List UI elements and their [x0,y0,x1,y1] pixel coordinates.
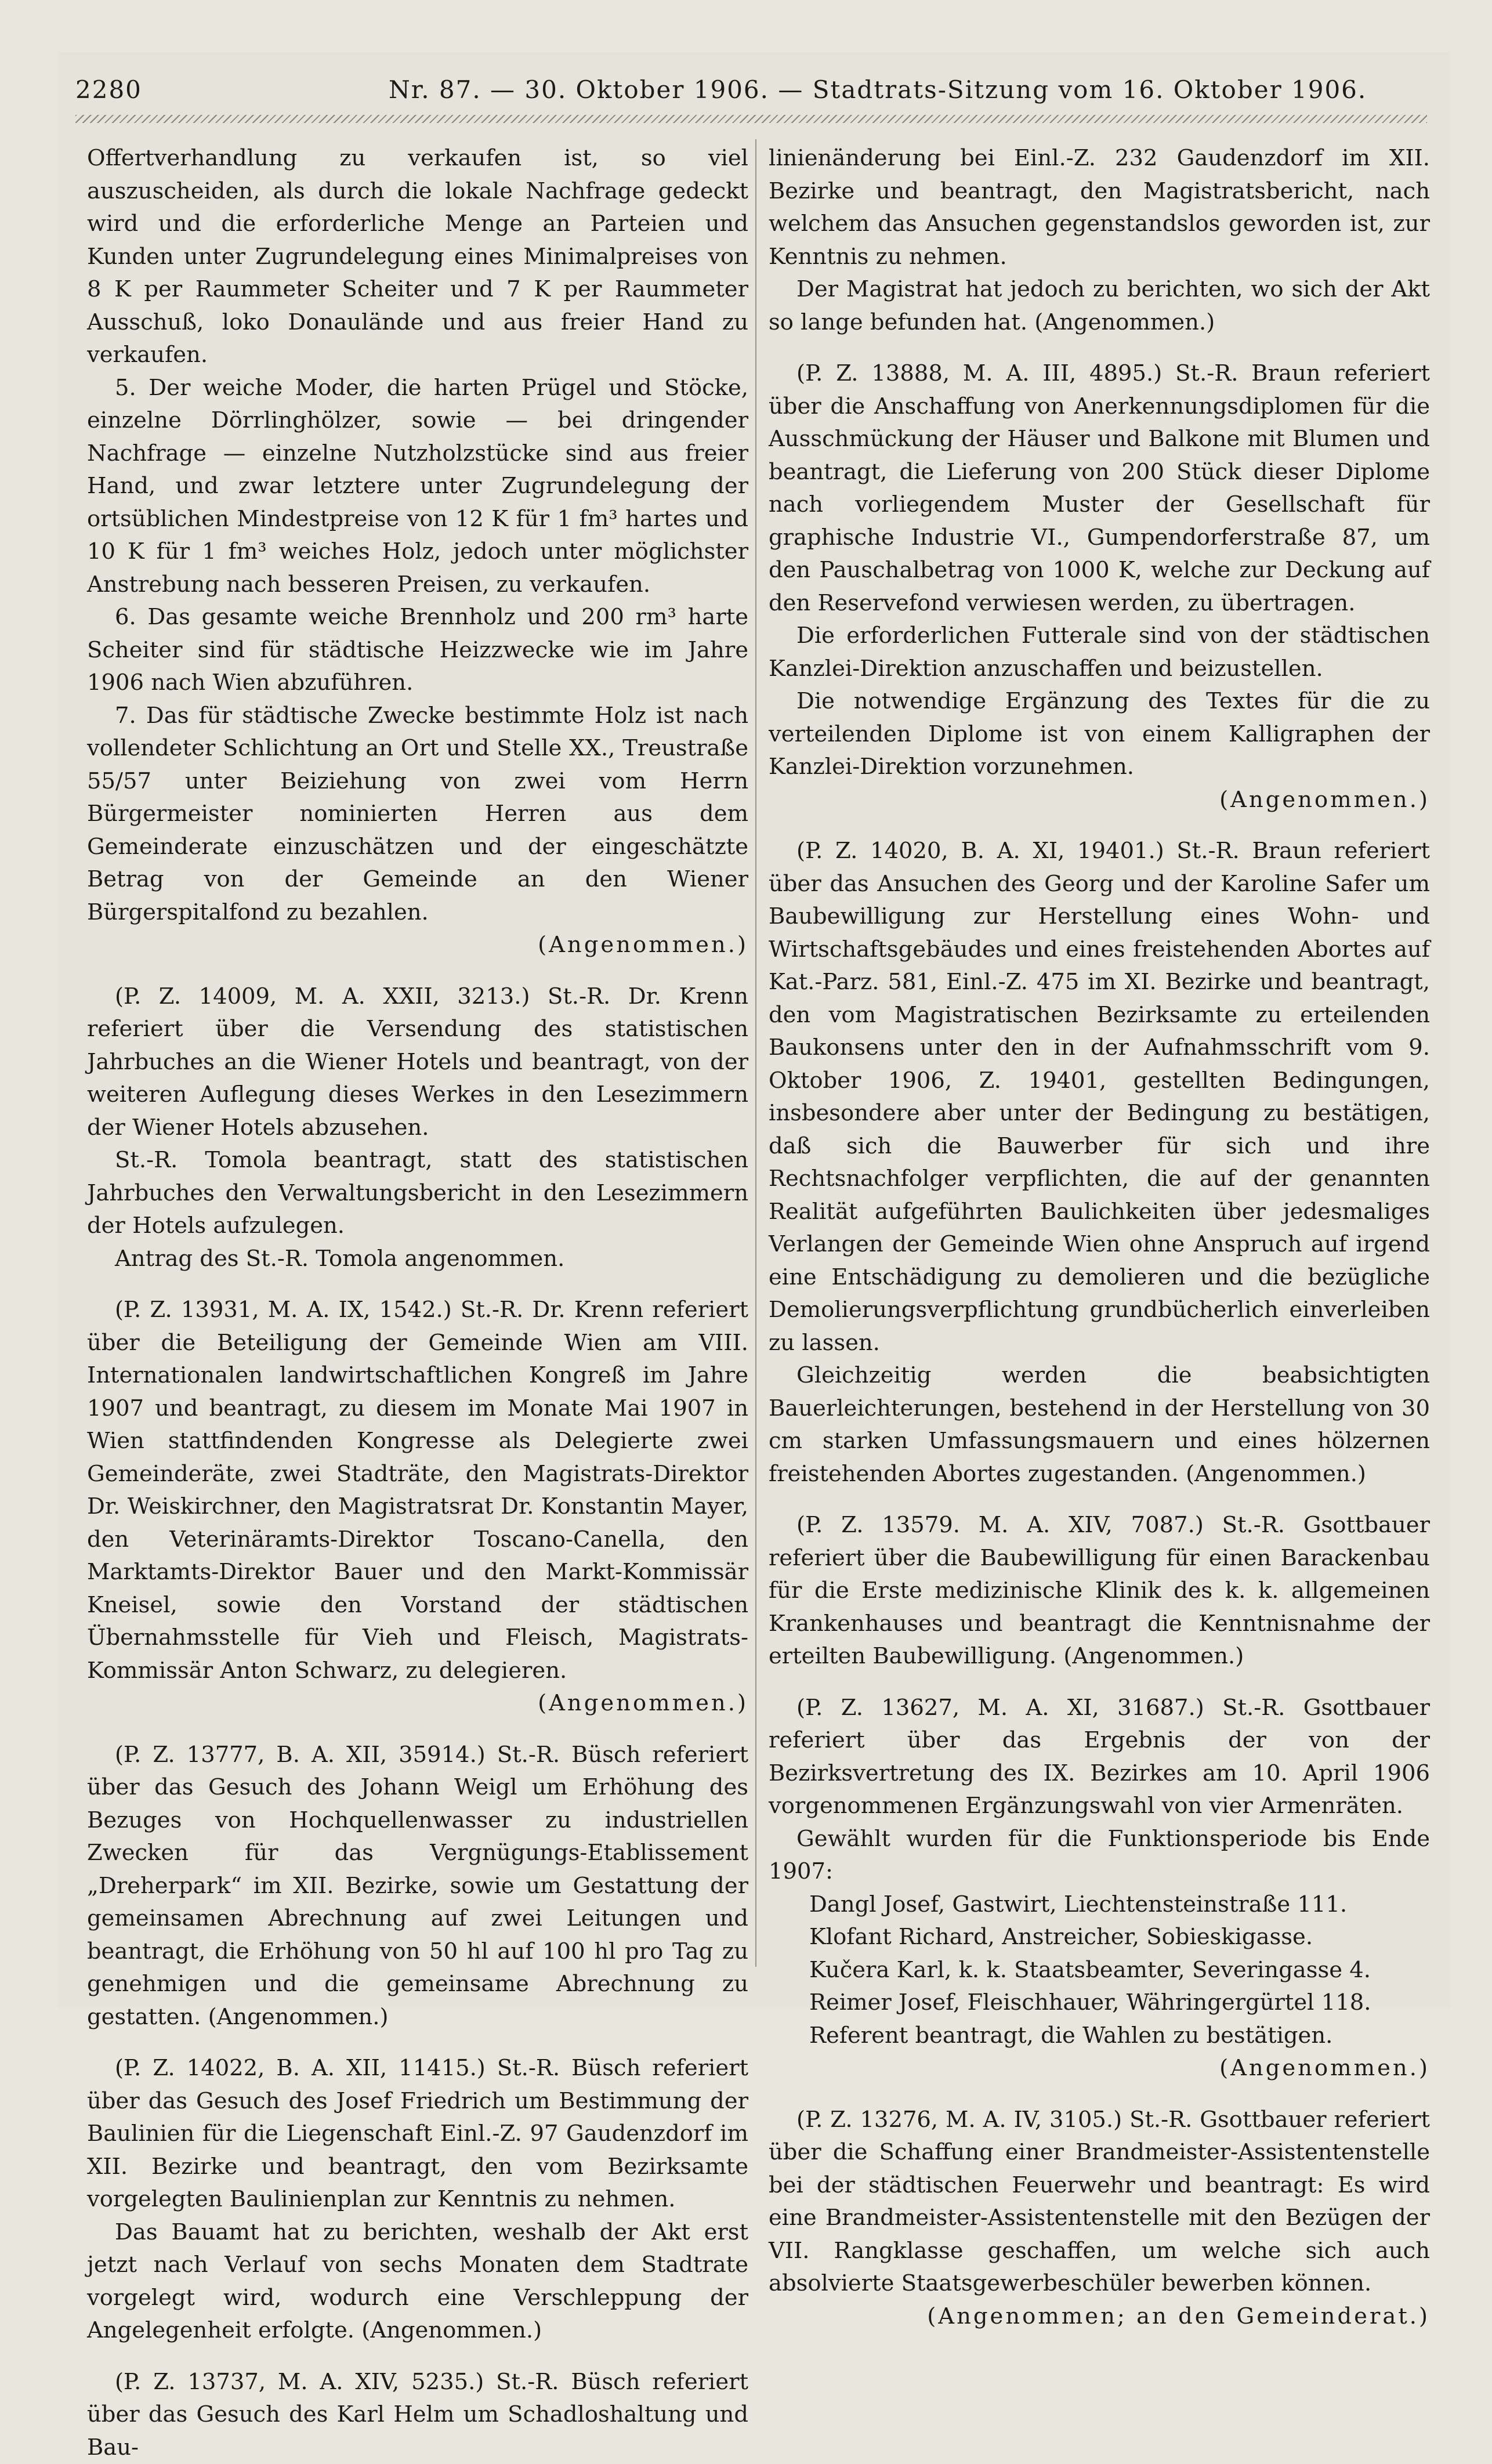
paragraph: (P. Z. 13276, M. A. IV, 3105.) St.-R. Gsottbauer referiert über die Schaffung einer Brandmeister-Assistentenstelle bei der städtischen Feuerwehr und beantragt: Es wird eine Brandmeister-Assistentenstelle mit den Bezügen der VII. Rangklasse geschaffen, um welche sich auch absolvierte Staatsgewerbeschüler bewerben können. [769,2104,1430,2300]
resolution-note: (Angenommen.) [769,2052,1430,2085]
paragraph: Gewählt wurden für die Funktionsperiode bis Ende 1907: [769,1823,1430,1888]
column-divider [755,139,756,1967]
paragraph: Gleichzeitig werden die beabsichtigten Bauerleichterungen, bestehend in der Herstellung von 30 cm starken Umfassungsmauern und eines hölzernen freistehenden Abortes zugestanden. (Angenommen.) [769,1359,1430,1490]
running-title: Nr. 87. — 30. Oktober 1906. — Stadtrats-Sitzung vom 16. Oktober 1906. [389,75,1367,104]
paragraph: (P. Z. 14022, B. A. XII, 11415.) St.-R. Büsch referiert über das Gesuch des Josef Friedrich um Bestimmung der Baulinien für die Liegenschaft Einl.-Z. 97 Gaudenzdorf im XII. Bezirke und beantragt, den vom Bezirksamte vorgelegten Baulinienplan zur Kenntnis zu nehmen. [87,2052,748,2216]
paragraph: (P. Z. 14020, B. A. XI, 19401.) St.-R. Braun referiert über das Ansuchen des Georg und der Karoline Safer um Baubewilligung zur Herstellung eines Wohn- und Wirtschaftsgebäudes und eines freistehenden Abortes auf Kat.-Parz. 581, Einl.-Z. 475 im XI. Bezirke und beantragt, den vom Magistratischen Bezirksamte zu erteilenden Baukonsens unter den in der Aufnahmsschrift vom 9. Oktober 1906, Z. 19401, gestellten Bedingungen, insbesondere aber unter der Bedingung zu bestätigen, daß sich die Bauwerber für sich und ihre Rechtsnachfolger verpflichten, die auf der genannten Realität aufgeführten Baulichkeiten über jedesmaliges Verlangen der Gemeinde Wien ohne Anspruch auf irgend eine Entschädigung zu demolieren und die bezügliche Demolierungsverpflichtung grundbücherlich einverleiben zu lassen. [769,835,1430,1359]
paragraph-gap [769,1673,1430,1692]
list-item: Reimer Josef, Fleischhauer, Währingergürtel 118. [809,1987,1430,2020]
right-column [769,142,1430,2333]
paragraph-gap [87,1720,748,1739]
paragraph: Offertverhandlung zu verkaufen ist, so viel auszuscheiden, als durch die lokale Nachfrage gedeckt wird und die erforderliche Menge an Parteien und Kunden unter Zugrundelegung eines Minimalpreises von 8 K per Raummeter Scheiter und 7 K per Raummeter Ausschuß, loko Donaulände und aus freier Hand zu verkaufen. [87,142,748,372]
paragraph: (P. Z. 13931, M. A. IX, 1542.) St.-R. Dr. Krenn referiert über die Beteiligung der Gemeinde Wien am VIII. Internationalen landwirtschaftlichen Kongreß im Jahre 1907 und beantragt, zu diesem im Monate Mai 1907 in Wien stattfindenden Kongresse als Delegierte zwei Gemeinderäte, zwei Stadträte, den Magistrats-Direktor Dr. Weiskirchner, den Magistratsrat Dr. Konstantin Mayer, den Veterinäramts-Direktor Toscano-Canella, den Marktamts-Direktor Bauer und den Markt-Kommissär Kneisel, sowie den Vorstand der städtischen Übernahmsstelle für Vieh und Fleisch, Magistrats-Kommissär Anton Schwarz, zu delegieren. [87,1294,748,1687]
paragraph: linienänderung bei Einl.-Z. 232 Gaudenzdorf im XII. Bezirke und beantragt, den Magistratsbericht, nach welchem das Ansuchen gegenstandslos geworden ist, zur Kenntnis zu nehmen. [769,142,1430,273]
paragraph: Das Bauamt hat zu berichten, weshalb der Akt erst jetzt nach Verlauf von sechs Monaten dem Stadtrate vorgelegt wird, wodurch eine Verschleppung der Angelegenheit erfolgte. (Angenommen.) [87,2216,748,2347]
paragraph-gap [87,2347,748,2366]
paragraph: Die erforderlichen Futterale sind von der städtischen Kanzlei-Direktion anzuschaffen und beizustellen. [769,620,1430,685]
list-item: Kučera Karl, k. k. Staatsbeamter, Severingasse 4. [809,1954,1430,1987]
resolution-note: (Angenommen.) [769,784,1430,817]
paragraph-gap [769,339,1430,357]
paragraph: (P. Z. 13777, B. A. XII, 35914.) St.-R. Büsch referiert über das Gesuch des Johann Weigl um Erhöhung des Bezuges von Hochquellenwasser zu industriellen Zwecken für das Vergnügungs-Etablissement „Dreherpark“ im XII. Bezirke, sowie um Gestattung der gemeinsamen Abrechnung auf zwei Leitungen und beantragt, die Erhöhung von 50 hl auf 100 hl pro Tag zu genehmigen und die gemeinsame Abrechnung zu gestatten. (Angenommen.) [87,1739,748,2034]
paragraph: 5. Der weiche Moder, die harten Prügel und Stöcke, einzelne Dörrlinghölzer, sowie — bei dringender Nachfrage — einzelne Nutzholzstücke sind aus freier Hand, und zwar letztere unter Zugrundelegung der ortsüblichen Mindestpreise von 12 K für 1 fm³ hartes und 10 K für 1 fm³ weiches Holz, jedoch unter möglichster Anstrebung nach besseren Preisen, zu verkaufen. [87,372,748,602]
paragraph: St.-R. Tomola beantragt, statt des statistischen Jahrbuches den Verwaltungsbericht in den Lesezimmern der Hotels aufzulegen. [87,1144,748,1243]
paragraph: 7. Das für städtische Zwecke bestimmte Holz ist nach vollendeter Schlichtung an Ort und Stelle XX., Treustraße 55/57 unter Beiziehung von zwei vom Herrn Bürgermeister nominierten Herren aus dem Gemeinderate einzuschätzen und der eingeschätzte Betrag von der Gemeinde an den Wiener Bürgerspitalfond zu bezahlen. [87,700,748,929]
paragraph: 6. Das gesamte weiche Brennholz und 200 rm³ harte Scheiter sind für städtische Heizzwecke wie im Jahre 1906 nach Wien abzuführen. [87,601,748,700]
resolution-note: (Angenommen.) [87,929,748,962]
paragraph: (P. Z. 13888, M. A. III, 4895.) St.-R. Braun referiert über die Anschaffung von Anerkennungsdiplomen für die Ausschmückung der Häuser und Balkone mit Blumen und beantragt, die Lieferung von 200 Stück dieser Diplome nach vorliegendem Muster der Gesellschaft für graphische Industrie VI., Gumpendorferstraße 87, um den Pauschalbetrag von 1000 K, welche zur Deckung auf den Reservefond verwiesen werden, zu übertragen. [769,357,1430,620]
paragraph-gap [87,1275,748,1294]
paragraph-gap [87,962,748,980]
paragraph: Antrag des St.-R. Tomola angenommen. [87,1243,748,1276]
paragraph: Die notwendige Ergänzung des Textes für die zu verteilenden Diplome ist von einem Kalligraphen der Kanzlei-Direktion vorzunehmen. [769,685,1430,784]
page-header [75,75,1410,110]
paragraph: (P. Z. 13737, M. A. XIV, 5235.) St.-R. Büsch referiert über das Gesuch des Karl Helm um Schadloshaltung und Bau- [87,2366,748,2464]
paragraph-gap [87,2034,748,2052]
resolution-note: (Angenommen.) [87,1687,748,1720]
list-item: Klofant Richard, Anstreicher, Sobieskigasse. [809,1921,1430,1954]
page-number: 2280 [75,75,142,104]
paragraph: (P. Z. 13627, M. A. XI, 31687.) St.-R. Gsottbauer referiert über das Ergebnis der von der Bezirksvertretung des IX. Bezirkes am 10. April 1906 vorgenommenen Ergänzungswahl von vier Armenräten. [769,1692,1430,1823]
header-rule [75,115,1427,123]
paragraph-gap [769,2085,1430,2104]
list-item: Dangl Josef, Gastwirt, Liechtensteinstraße 111. [809,1888,1430,1922]
resolution-note: (Angenommen; an den Gemeinderat.) [769,2300,1430,2333]
paragraph: (P. Z. 14009, M. A. XXII, 3213.) St.-R. Dr. Krenn referiert über die Versendung des statistischen Jahrbuches an die Wiener Hotels und beantragt, von der weiteren Auflegung dieses Werkes in den Lesezimmern der Wiener Hotels abzusehen. [87,980,748,1145]
left-column [87,142,748,2464]
paragraph-gap [769,1490,1430,1509]
list-item: Referent beantragt, die Wahlen zu bestätigen. [809,2020,1430,2053]
paragraph: (P. Z. 13579. M. A. XIV, 7087.) St.-R. Gsottbauer referiert über die Baubewilligung für einen Barackenbau für die Erste medizinische Klinik des k. k. allgemeinen Krankenhauses und beantragt die Kenntnisnahme der erteilten Baubewilligung. (Angenommen.) [769,1509,1430,1673]
paragraph-gap [769,816,1430,835]
paragraph: Der Magistrat hat jedoch zu berichten, wo sich der Akt so lange befunden hat. (Angenommen.) [769,273,1430,339]
